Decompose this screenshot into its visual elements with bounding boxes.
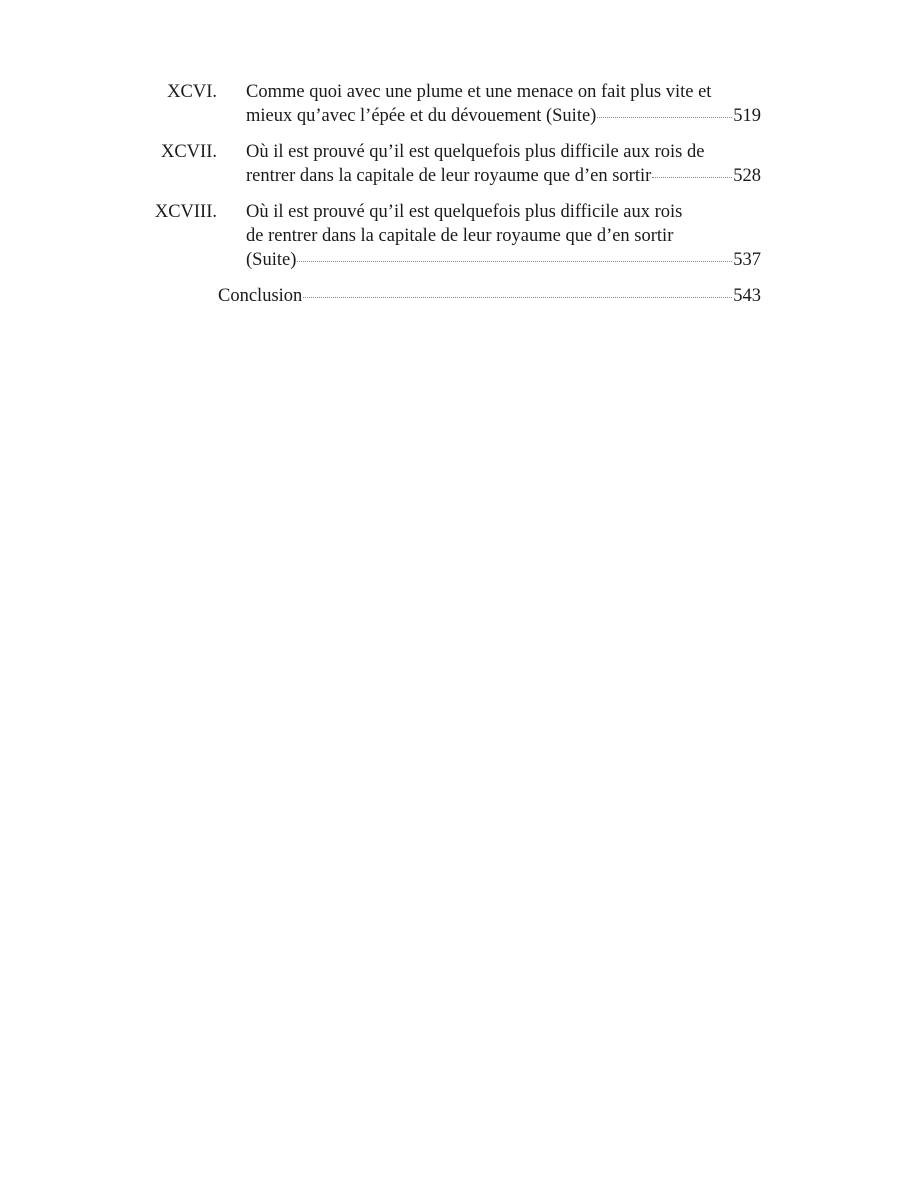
chapter-title-last-line (246, 104, 761, 128)
chapter-title (246, 140, 761, 188)
toc-entry-xcvi[interactable] (0, 80, 900, 128)
chapter-title (246, 80, 761, 128)
toc-entry-conclusion[interactable] (0, 284, 900, 308)
toc-entry-xcvii[interactable] (0, 140, 900, 188)
dot-leader (652, 177, 732, 178)
chapter-title-line: rentrer dans la capitale de leur royaume que d’en sortir (246, 166, 652, 186)
page-number: 519 (733, 106, 761, 126)
page-number: 537 (733, 250, 761, 270)
chapter-title-line: mieux qu’avec l’épée et du dévouement (Suite) (246, 106, 597, 126)
chapter-title-line: (Suite) (246, 250, 297, 270)
conclusion-body (218, 284, 761, 308)
chapter-title (246, 200, 761, 272)
chapter-numeral: XCVIII. (154, 202, 217, 222)
chapter-title-last-line (246, 164, 761, 188)
chapter-title-line: Où il est prouvé qu’il est quelquefois plus difficile aux rois (246, 202, 683, 222)
chapter-title-last-line (246, 248, 761, 272)
chapter-numeral: XCVII. (160, 142, 217, 162)
toc-entry-xcviii[interactable] (0, 200, 900, 272)
conclusion-title: Conclusion (218, 286, 303, 306)
chapter-title-line: Où il est prouvé qu’il est quelquefois plus difficile aux rois de (246, 142, 705, 162)
page-number: 543 (733, 286, 761, 306)
conclusion-line (218, 284, 761, 308)
chapter-title-line: Comme quoi avec une plume et une menace on fait plus vite et (246, 82, 712, 102)
dot-leader (597, 117, 732, 118)
chapter-numeral: XCVI. (167, 82, 217, 102)
dot-leader (303, 297, 732, 298)
table-of-contents (0, 80, 900, 308)
chapter-title-line: de rentrer dans la capitale de leur royaume que d’en sortir (246, 226, 674, 246)
page-number: 528 (733, 166, 761, 186)
dot-leader (297, 261, 732, 262)
